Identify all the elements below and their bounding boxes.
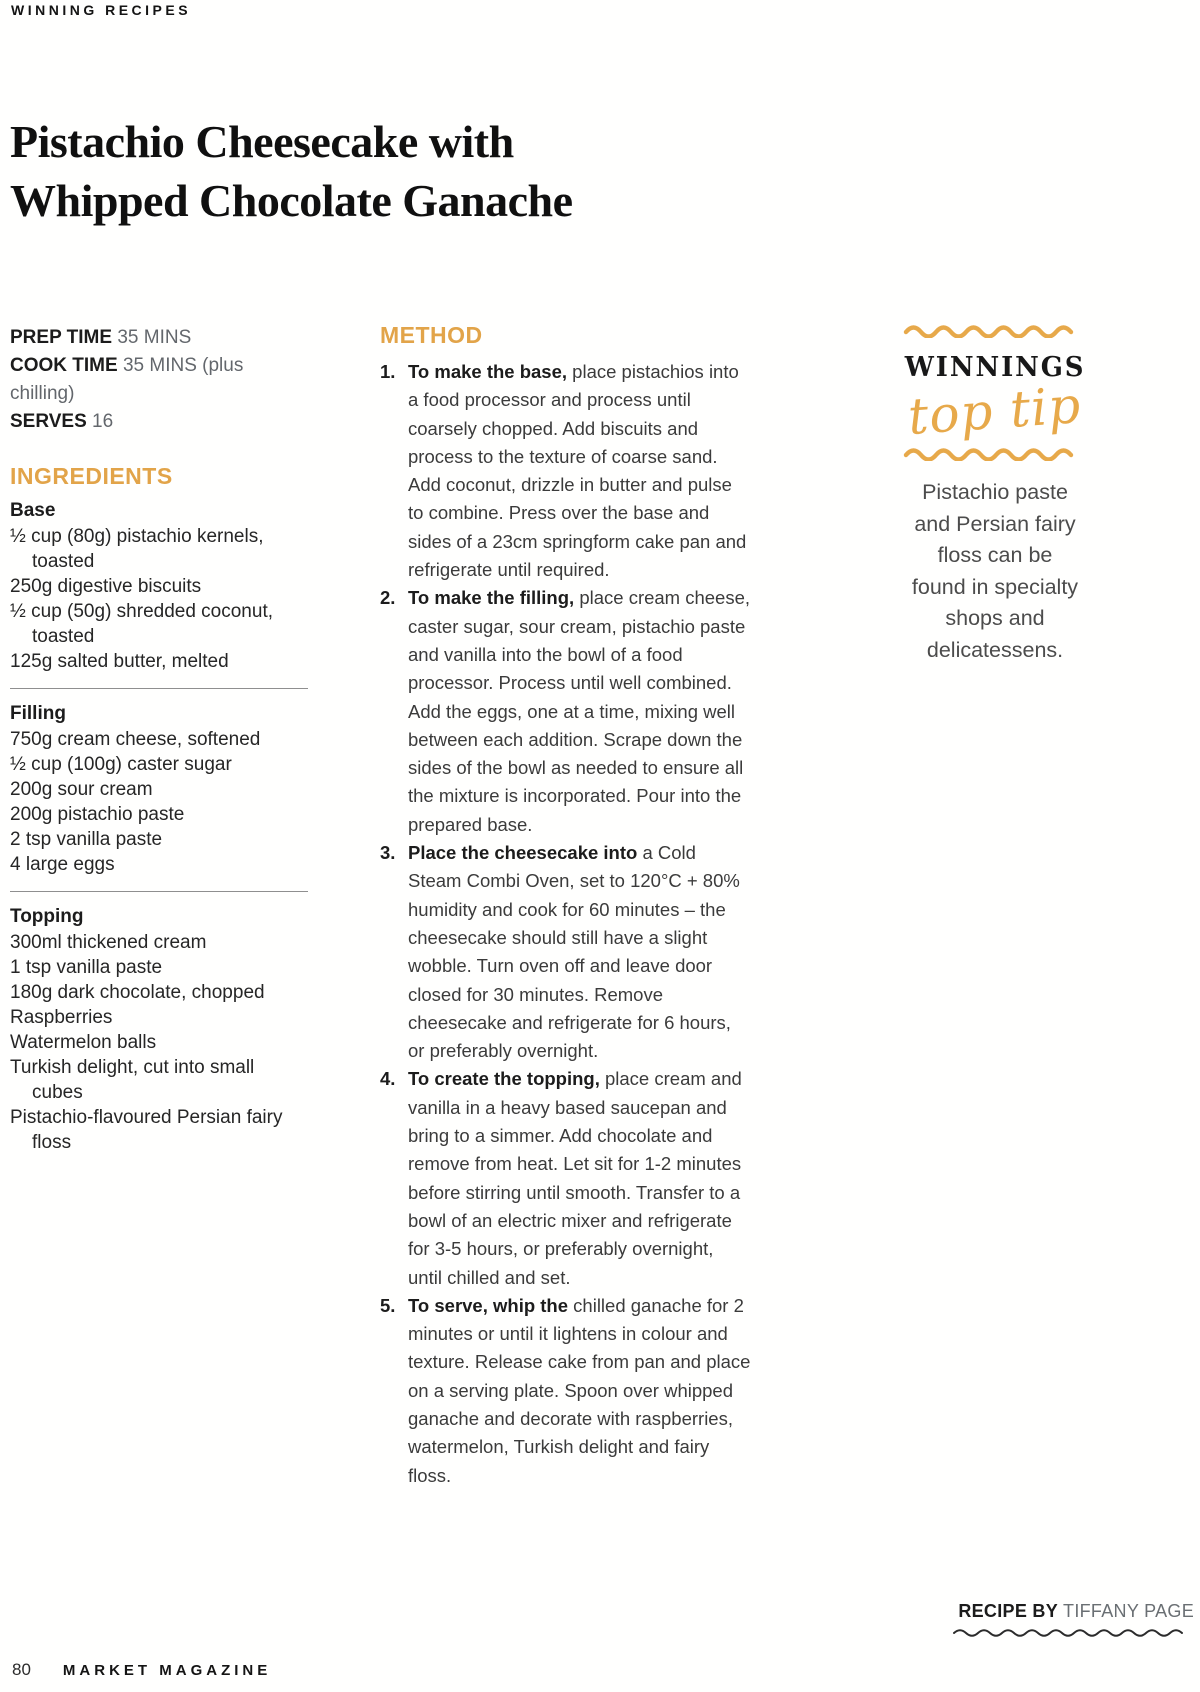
serves-value: 16 xyxy=(92,411,114,432)
step-rest: place cream cheese, caster sugar, sour cream, pistachio paste and vanilla into the bowl of a food processor. Process until well combined. Add the eggs, one at a time, mixing well between each addition. Scrape down the sides of the bowl as needed to ensure all the mixture is incorporated. Pour into the prepared base. xyxy=(408,587,751,835)
group-name-base: Base xyxy=(10,500,56,521)
squiggle-divider-icon xyxy=(952,1627,1194,1637)
prep-time-label: PREP TIME xyxy=(10,327,113,348)
ingredient-item: Turkish delight, cut into small cubes xyxy=(10,1057,255,1103)
ingredient-item: 1 tsp vanilla paste xyxy=(10,957,163,978)
step-lead: To create the topping, xyxy=(408,1068,600,1090)
section-kicker: WINNING RECIPES xyxy=(11,2,192,18)
base-ingredient-list xyxy=(10,524,310,674)
ingredient-item: Pistachio-flavoured Persian fairy floss xyxy=(10,1107,283,1153)
method-heading: METHOD xyxy=(380,322,483,348)
method-step xyxy=(380,358,752,584)
topping-ingredient-list xyxy=(10,930,310,1155)
ingredient-item: 250g digestive biscuits xyxy=(10,576,202,597)
recipe-title-line2: Whipped Chocolate Ganache xyxy=(10,175,573,226)
step-text xyxy=(408,584,752,839)
ingredient-group-divider xyxy=(10,891,308,892)
step-lead: To make the filling, xyxy=(408,587,575,609)
step-lead: To serve, whip the xyxy=(408,1294,569,1316)
serves-row xyxy=(10,408,310,436)
method-step xyxy=(380,1065,752,1291)
method-column xyxy=(380,322,752,1490)
tip-text xyxy=(870,477,1120,666)
squiggle-divider-icon xyxy=(903,322,1087,338)
ingredient-item: 2 tsp vanilla paste xyxy=(10,829,163,850)
method-steps xyxy=(380,358,752,1490)
tip-text-line: shops and xyxy=(945,606,1045,630)
page-footer xyxy=(12,1660,271,1680)
filling-ingredient-list xyxy=(10,727,310,877)
tip-text-line: Pistachio paste xyxy=(922,480,1068,504)
ingredient-item: 750g cream cheese, softened xyxy=(10,729,261,750)
step-rest: a Cold Steam Combi Oven, set to 120°C + 80% humidity and cook for 60 minutes – the cheesecake should still have a slight wobble. Turn oven off and leave door closed for 30 minutes. Remove cheesecake and refrigerate for 6 hours, or preferably overnight. xyxy=(408,842,740,1062)
step-rest: place cream and vanilla in a heavy based saucepan and bring to a simmer. Add chocolate and remove from heat. Let sit for 1-2 minutes before stirring until smooth. Transfer to a bowl of an electric mixer and refrigerate for 3-5 hours, or preferably overnight, until chilled and set. xyxy=(408,1068,742,1288)
page-number: 80 xyxy=(12,1660,31,1679)
recipe-credit xyxy=(894,1601,1194,1637)
credit-name: TIFFANY PAGE xyxy=(1063,1601,1194,1621)
tip-text-line: found in specialty xyxy=(911,574,1079,599)
ingredient-item: 180g dark chocolate, chopped xyxy=(10,982,265,1003)
step-text xyxy=(408,1292,752,1490)
step-lead: Place the cheesecake into xyxy=(408,842,638,864)
group-name-topping: Topping xyxy=(10,906,84,927)
tip-text-line: delicatessens. xyxy=(926,637,1064,662)
ingredients-column xyxy=(10,324,310,1155)
ingredient-item: 300ml thickened cream xyxy=(10,932,207,953)
prep-time-row xyxy=(10,324,310,352)
ingredient-item: 200g sour cream xyxy=(10,779,153,800)
step-text xyxy=(408,839,752,1065)
step-number: 2. xyxy=(380,587,396,609)
recipe-title-line1: Pistachio Cheesecake with xyxy=(10,116,514,167)
top-tip-panel xyxy=(870,322,1120,666)
step-rest: place pistachios into a food processor and process until coarsely chopped. Add biscuits and process to the texture of coarse sand. Add coconut, drizzle in butter and pulse to combine. Press over the base and sides of a 23cm springform cake pan and refrigerate until required. xyxy=(408,361,747,581)
ingredient-item: ½ cup (50g) shredded coconut, toasted xyxy=(10,601,274,647)
step-lead: To make the base, xyxy=(408,361,568,382)
ingredient-item: 125g salted butter, melted xyxy=(10,651,229,672)
cook-time-row xyxy=(10,352,310,408)
winnings-brand: WINNINGS xyxy=(904,352,1086,383)
step-text xyxy=(408,1065,752,1291)
magazine-name: MARKET MAGAZINE xyxy=(62,1662,272,1679)
cook-time-label: COOK TIME xyxy=(10,355,118,376)
prep-time-value: 35 MINS xyxy=(117,327,192,348)
top-tip-script: top tip xyxy=(906,376,1084,446)
ingredient-item: 200g pistachio paste xyxy=(10,804,185,825)
ingredient-item: Watermelon balls xyxy=(10,1032,157,1053)
method-step xyxy=(380,839,752,1065)
ingredients-heading: INGREDIENTS xyxy=(10,463,173,489)
squiggle-divider-icon xyxy=(903,445,1087,461)
method-step xyxy=(380,1292,752,1490)
cook-time-value: 35 MINS (plus chilling) xyxy=(10,355,244,404)
ingredient-item: Raspberries xyxy=(10,1007,113,1028)
step-number: 5. xyxy=(380,1294,396,1316)
ingredient-item: ½ cup (100g) caster sugar xyxy=(10,754,232,775)
step-number: 3. xyxy=(380,842,396,864)
step-number: 1. xyxy=(380,361,396,382)
ingredient-item: 4 large eggs xyxy=(10,854,115,875)
method-step xyxy=(380,584,752,839)
ingredient-item: ½ cup (80g) pistachio kernels, toasted xyxy=(10,526,264,572)
serves-label: SERVES xyxy=(10,411,87,432)
recipe-title xyxy=(10,112,770,230)
group-name-filling: Filling xyxy=(10,703,66,724)
credit-line xyxy=(894,1601,1194,1622)
step-rest: chilled ganache for 2 minutes or until it lightens in colour and texture. Release cake from pan and place on a serving plate. Spoon over whipped ganache and decorate with raspberries, watermelon, Turkish delight and fairy floss. xyxy=(408,1294,751,1486)
tip-text-line: floss can be xyxy=(937,543,1053,567)
step-number: 4. xyxy=(380,1068,396,1090)
step-text xyxy=(408,358,752,584)
ingredient-group-divider xyxy=(10,688,308,689)
credit-label: RECIPE BY xyxy=(958,1601,1059,1621)
tip-text-line: and Persian fairy xyxy=(914,511,1076,536)
